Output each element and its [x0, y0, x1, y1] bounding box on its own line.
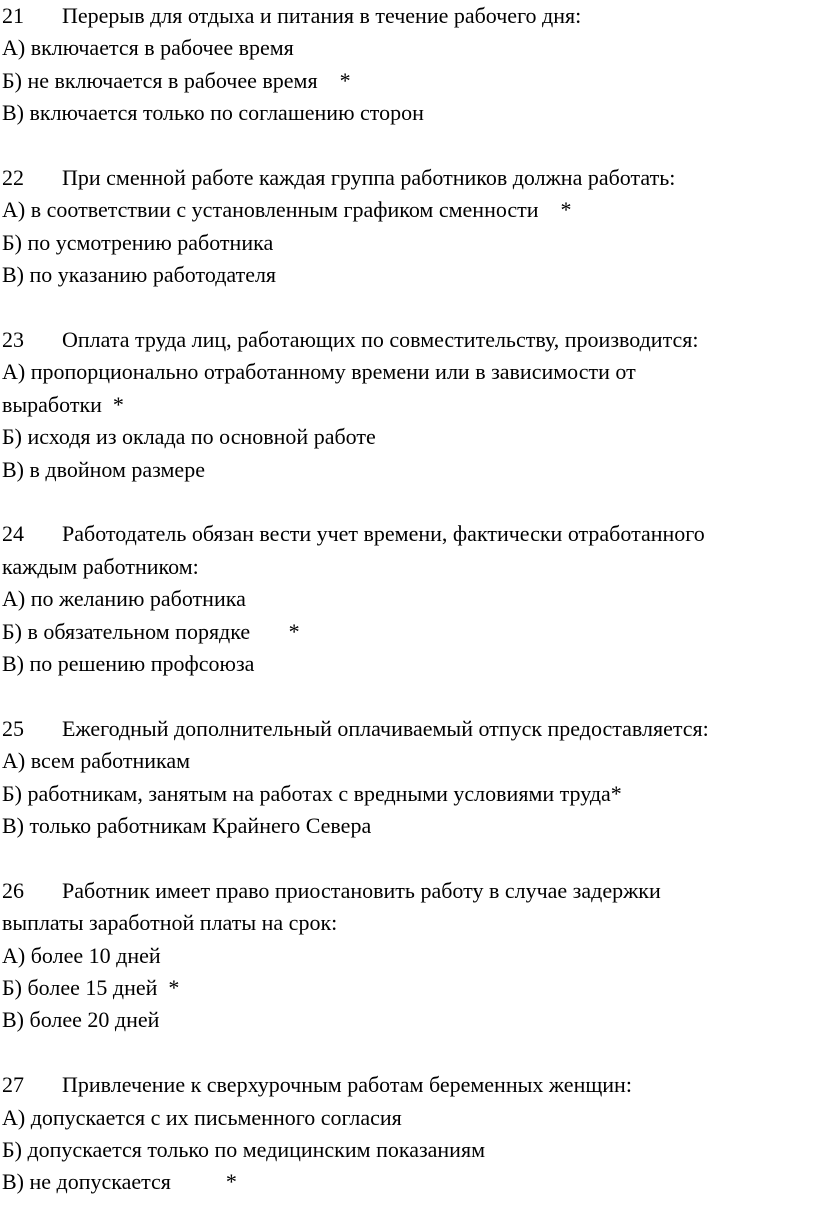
question-heading: [2, 713, 816, 745]
answer-option: В) по решению профсоюза: [2, 651, 255, 676]
answer-option: В) только работникам Крайнего Севера: [2, 813, 372, 838]
question-heading: [2, 162, 816, 194]
question-text: При сменной работе каждая группа работников должна работать:: [62, 165, 676, 190]
answer-option: В) по указанию работодателя: [2, 262, 277, 288]
question-heading-continuation: [2, 551, 816, 583]
question-text: Привлечение к сверхурочным работам беременных женщин:: [62, 1072, 632, 1098]
question-text: выплаты заработной платы на срок:: [2, 910, 338, 936]
question-number: 25: [2, 715, 24, 741]
answer-option: А) в соответствии с установленным графиком сменности *: [2, 197, 572, 223]
question-text: Оплата труда лиц, работающих по совместительству, производится:: [62, 327, 699, 352]
answer-option: Б) не включается в рабочее время *: [2, 67, 351, 93]
question-heading-continuation: [2, 907, 816, 939]
question-number: 21: [2, 3, 24, 28]
answer-option: А) включается в рабочее время: [2, 35, 294, 61]
question-heading: [2, 875, 816, 907]
question-heading: [2, 324, 816, 356]
answer-option: А) пропорционально отработанному времени или в зависимости от: [2, 359, 636, 385]
question-number: 23: [2, 327, 24, 352]
answer-option: Б) исходя из оклада по основной работе: [2, 424, 376, 450]
question-text: Работник имеет право приостановить работу в случае задержки: [62, 877, 661, 903]
answer-option: А) по желанию работника: [2, 586, 246, 612]
answer-option: В) включается только по соглашению сторон: [2, 100, 424, 126]
question-number: 27: [2, 1072, 24, 1098]
answer-option: В) более 20 дней: [2, 1007, 160, 1033]
answer-option: Б) в обязательном порядке *: [2, 618, 300, 644]
question-number: 24: [2, 521, 24, 547]
answer-option: Б) более 15 дней *: [2, 975, 180, 1000]
question-text: Перерыв для отдыха и питания в течение рабочего дня:: [62, 3, 582, 28]
question-text: Ежегодный дополнительный оплачиваемый отпуск предоставляется:: [62, 715, 709, 741]
answer-option: Б) допускается только по медицинским показаниям: [2, 1137, 486, 1162]
question-number: 26: [2, 877, 24, 903]
answer-option: А) более 10 дней: [2, 942, 161, 968]
answer-option: В) не допускается *: [2, 1169, 237, 1195]
question-number: 22: [2, 165, 24, 190]
question-text: каждым работником:: [2, 553, 199, 579]
answer-option: выработки *: [2, 391, 124, 417]
answer-option: А) всем работникам: [2, 748, 191, 774]
answer-option: Б) работникам, занятым на работах с вредными условиями труда*: [2, 780, 622, 806]
question-heading: [2, 518, 816, 550]
answer-option: А) допускается с их письменного согласия: [2, 1104, 402, 1130]
question-text: Работодатель обязан вести учет времени, фактически отработанного: [62, 521, 705, 547]
question-heading: [2, 1069, 816, 1101]
answer-option: В) в двойном размере: [2, 456, 205, 482]
question-heading: [2, 0, 816, 32]
answer-option: Б) по усмотрению работника: [2, 229, 274, 255]
